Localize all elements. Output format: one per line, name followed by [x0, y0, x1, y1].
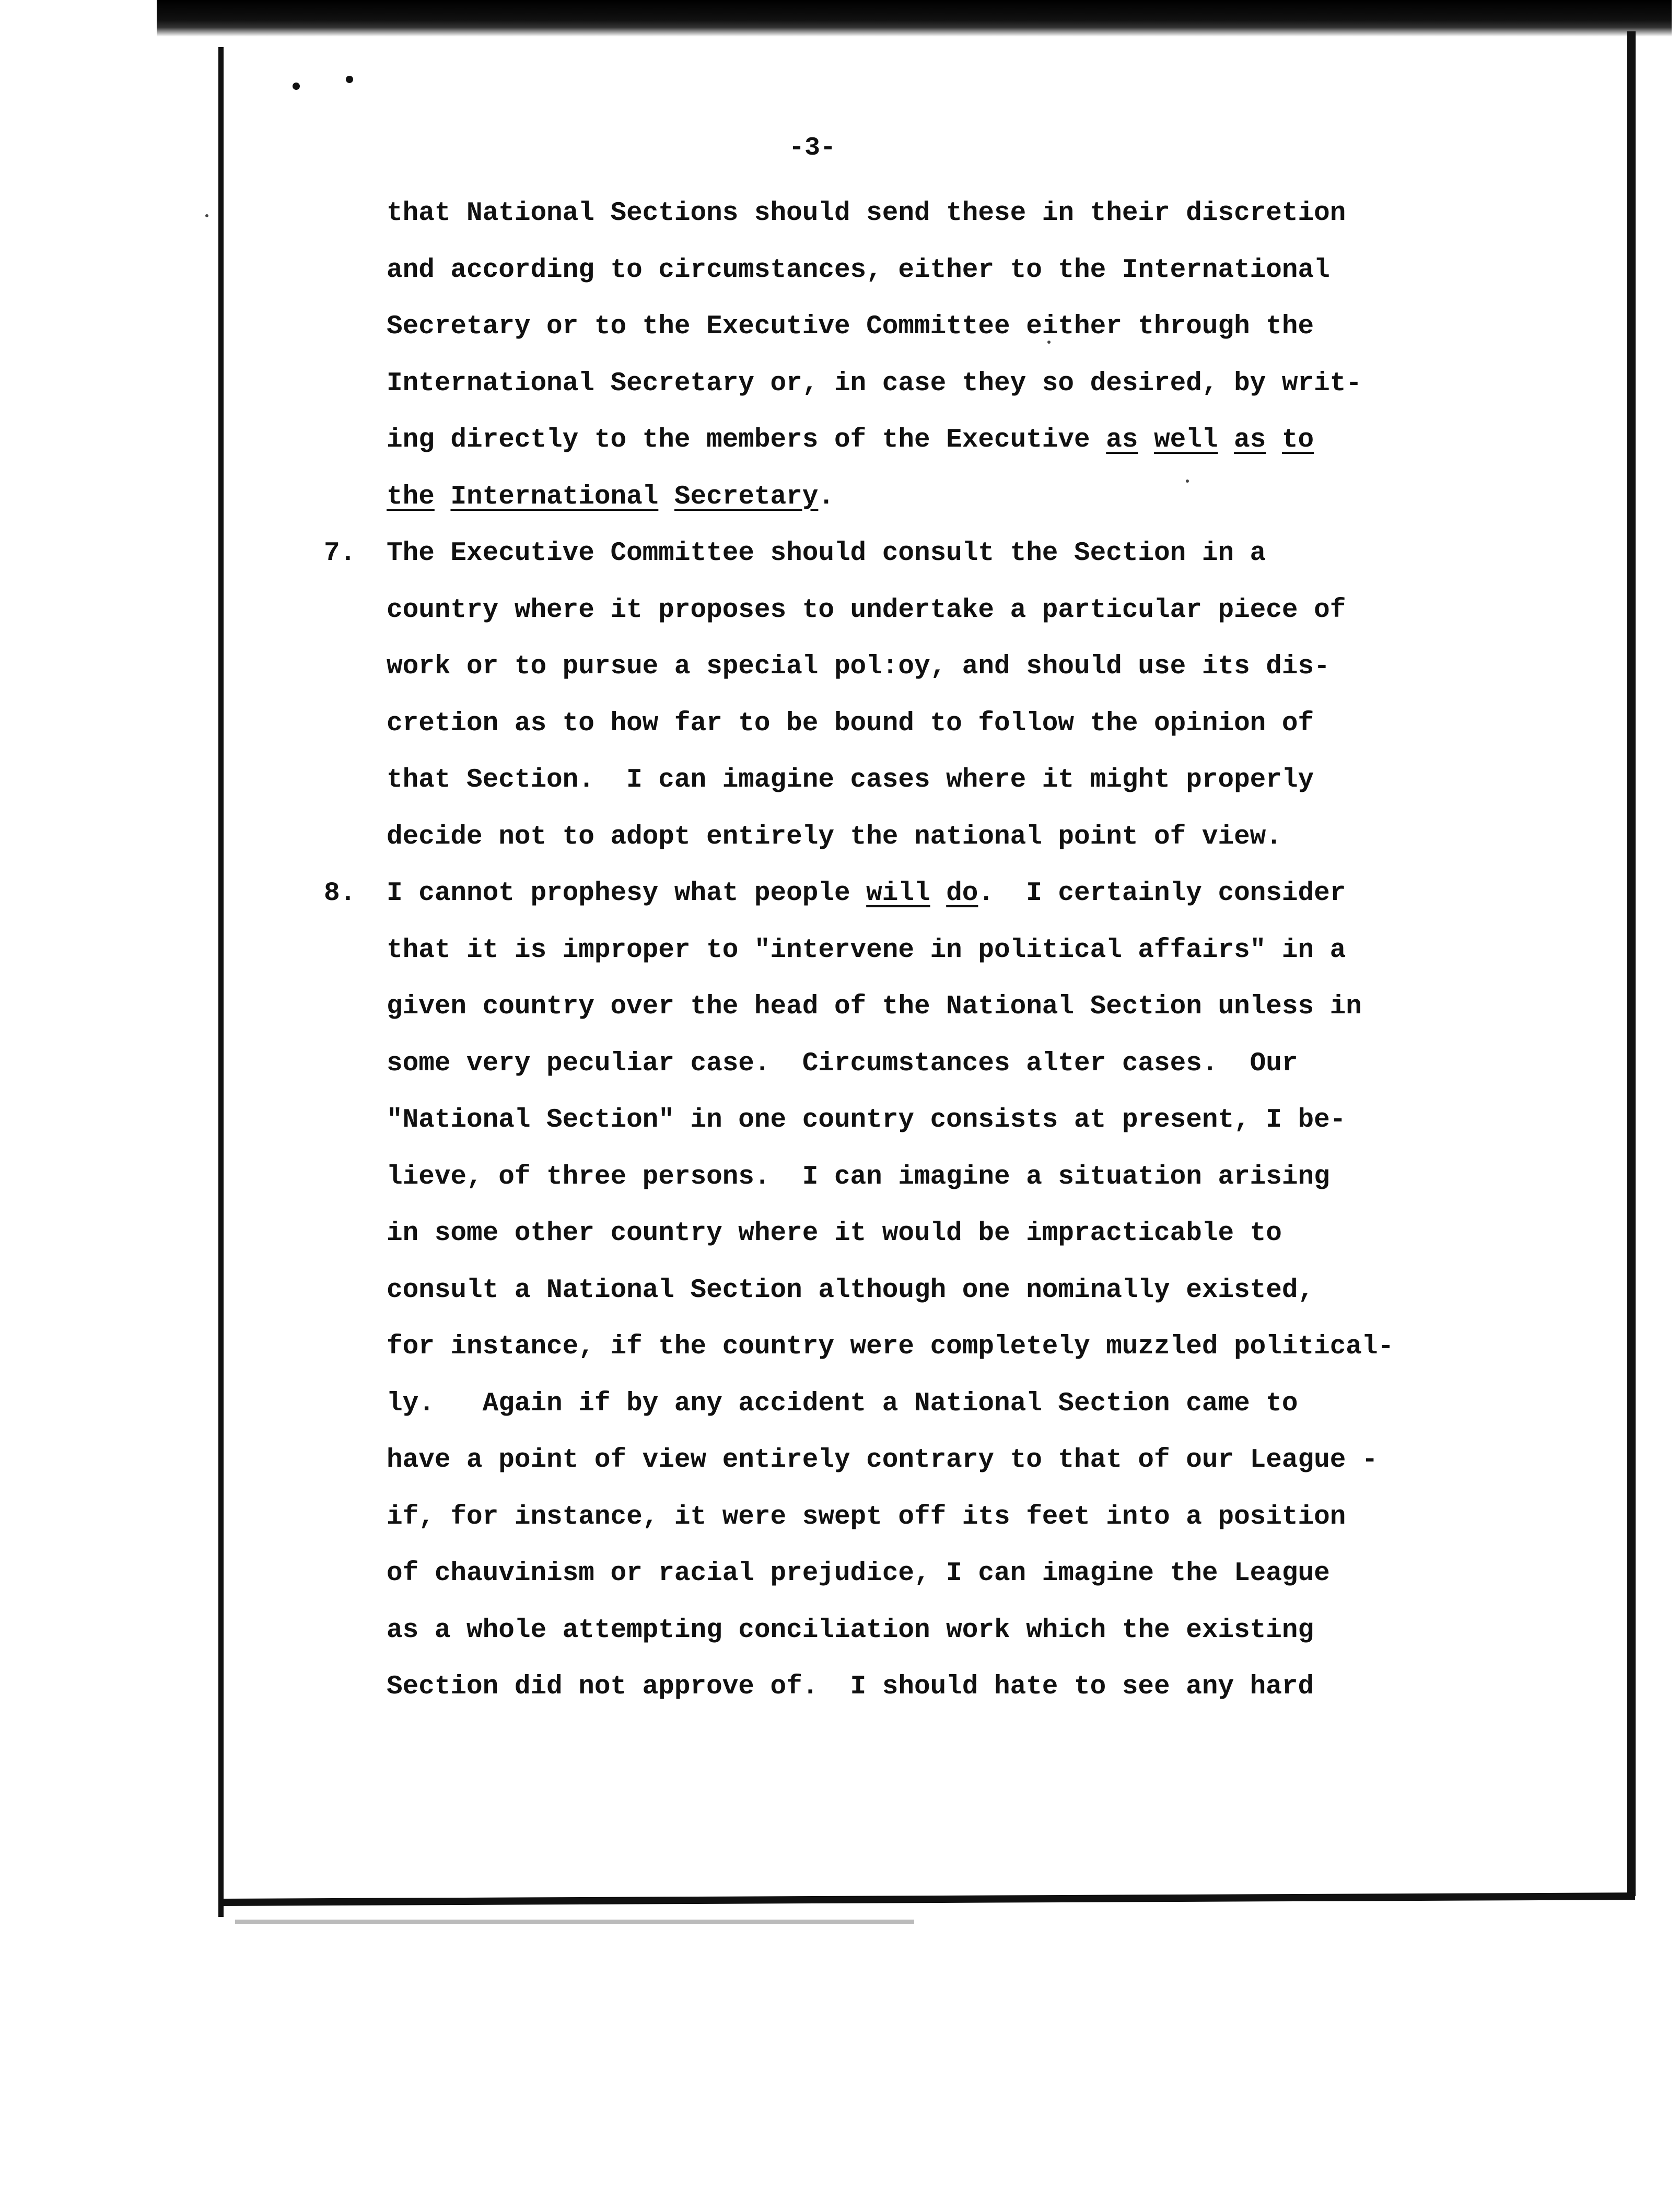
text-line [387, 1262, 1630, 1319]
text-segment: decide not to adopt entirely the national point of view. [387, 822, 1282, 852]
item-number: 7. [324, 539, 356, 568]
text-line [387, 752, 1630, 809]
text-line [387, 979, 1630, 1036]
text-segment: Section did not approve of. I should hate to see any hard [387, 1672, 1314, 1702]
text-line [387, 185, 1630, 242]
text-segment: . [818, 482, 834, 512]
scan-border-left [218, 47, 224, 1917]
text-segment: have a point of view entirely contrary to that of our League - [387, 1445, 1378, 1475]
text-segment: in some other country where it would be impracticable to [387, 1219, 1282, 1248]
text-segment: that it is improper to "intervene in political affairs" in a [387, 935, 1346, 965]
text-line [387, 1319, 1630, 1376]
text-line [387, 356, 1630, 413]
text-line [387, 1659, 1630, 1716]
text-line [324, 525, 1630, 582]
text-line [387, 1036, 1630, 1093]
text-segment [1266, 425, 1282, 455]
text-segment [435, 482, 451, 512]
text-line [387, 809, 1630, 866]
punch-mark [293, 83, 300, 90]
underlined-text: International [450, 482, 659, 512]
punch-mark [346, 76, 353, 83]
text-line [387, 469, 1630, 526]
text-segment [930, 879, 947, 908]
text-line [387, 242, 1630, 299]
text-segment: given country over the head of the National Section unless in [387, 992, 1362, 1022]
underlined-text: to [1281, 425, 1314, 455]
text-segment: ly. Again if by any accident a National Section came to [387, 1388, 1298, 1419]
text-segment: I cannot prophesy what people [387, 879, 867, 908]
text-line [387, 1432, 1630, 1489]
text-segment: lieve, of three persons. I can imagine a situation arising [387, 1162, 1330, 1192]
text-segment [1218, 425, 1234, 455]
text-line [387, 1546, 1630, 1603]
text-segment: if, for instance, it were swept off its feet into a position [387, 1502, 1346, 1532]
underlined-text: as [1234, 425, 1266, 455]
text-line [387, 696, 1630, 753]
scan-shadow [235, 1920, 914, 1924]
letter-body [324, 185, 1630, 1716]
text-segment: ing directly to the members of the Executive [387, 425, 1106, 455]
text-segment: Secretary or to the Executive Committee either through the [387, 312, 1314, 342]
text-segment: of chauvinism or racial prejudice, I can imagine the League [387, 1559, 1330, 1588]
text-segment: consult a National Section although one nominally existed, [387, 1275, 1314, 1305]
text-segment: as a whole attempting conciliation work which the existing [387, 1615, 1314, 1645]
page-number: -3- [789, 133, 836, 163]
text-segment: some very peculiar case. Circumstances alter cases. Our [387, 1048, 1298, 1079]
text-segment: country where it proposes to undertake a particular piece of [387, 595, 1346, 625]
text-line [387, 299, 1630, 356]
text-line [387, 412, 1630, 469]
text-segment: . I certainly consider [978, 879, 1346, 908]
text-segment: for instance, if the country were completely muzzled political- [387, 1332, 1394, 1362]
underlined-text: the [387, 482, 435, 512]
scan-border-top [157, 0, 1672, 37]
underlined-text: do [946, 879, 978, 908]
text-line [387, 1149, 1630, 1206]
text-segment [1138, 425, 1154, 455]
underlined-text: will [866, 879, 930, 908]
text-line [387, 1092, 1630, 1149]
text-segment: International Secretary or, in case they so desired, by writ- [387, 368, 1362, 399]
text-segment: The Executive Committee should consult the Section in a [387, 539, 1266, 568]
text-segment: "National Section" in one country consists at present, I be- [387, 1105, 1346, 1135]
underlined-text: well [1154, 425, 1218, 455]
scan-border-bottom [219, 1892, 1635, 1906]
text-segment: cretion as to how far to be bound to follow the opinion of [387, 708, 1314, 739]
text-line [387, 582, 1630, 639]
underlined-text: Secretary [674, 482, 819, 512]
text-line [387, 1603, 1630, 1659]
underlined-text: as [1106, 425, 1138, 455]
text-segment: and according to circumstances, either to the International [387, 255, 1330, 285]
text-segment: work or to pursue a special pol:oy, and should use its dis- [387, 652, 1330, 682]
text-segment: that Section. I can imagine cases where it might properly [387, 765, 1314, 795]
speck [205, 214, 208, 217]
item-number: 8. [324, 879, 356, 908]
text-segment [658, 482, 674, 512]
text-line [387, 922, 1630, 979]
text-line [387, 1376, 1630, 1433]
text-line [387, 1206, 1630, 1262]
text-line [387, 639, 1630, 696]
text-segment: that National Sections should send these in their discretion [387, 198, 1346, 228]
text-line [324, 866, 1630, 922]
text-line [387, 1489, 1630, 1546]
